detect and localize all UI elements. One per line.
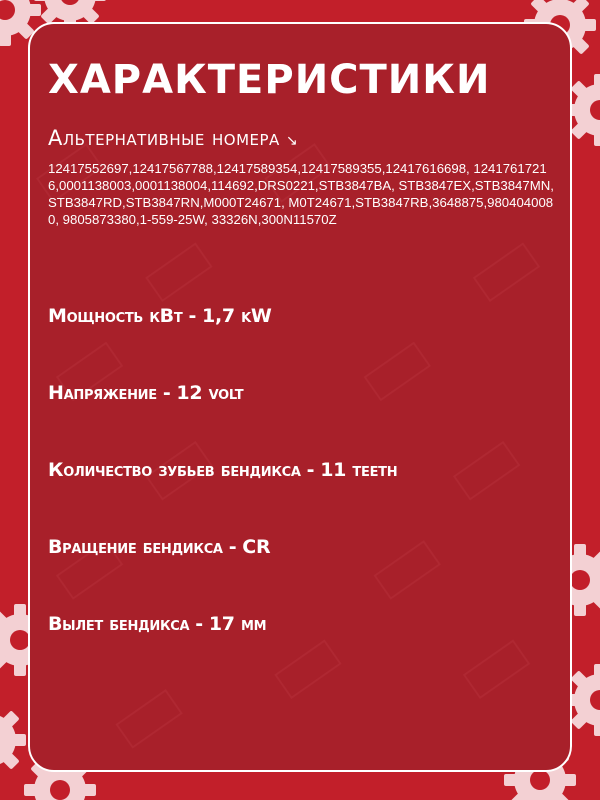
spec-separator: -	[188, 305, 197, 327]
spec-separator: -	[195, 613, 203, 635]
spec-separator: -	[306, 459, 315, 481]
arrow-down-right-icon: ↘	[285, 133, 299, 149]
spec-label: Вращение бендикса	[48, 536, 223, 558]
spec-row-power	[48, 302, 552, 330]
spec-value: 12 volt	[176, 382, 244, 404]
spec-list	[48, 302, 552, 638]
spec-label: Вылет бендикса	[48, 613, 190, 635]
spec-row-rotation	[48, 533, 552, 561]
spec-value: 11 teeth	[320, 459, 398, 481]
spec-label: Напряжение	[48, 382, 157, 404]
characteristics-panel	[28, 22, 572, 772]
spec-value: CR	[242, 536, 271, 558]
page-title: ХАРАКТЕРИСТИКИ	[48, 57, 491, 103]
panel-content	[30, 24, 570, 638]
spec-row-voltage	[48, 379, 552, 407]
spec-separator: -	[162, 382, 171, 404]
alternative-numbers-label: Альтернативные номера	[48, 126, 280, 150]
spec-value: 17 мм	[208, 613, 267, 635]
alternative-numbers-list: 12417552697,12417567788,12417589354,12417589355,12417616698, 12417617216,0001138003,0001138004,114692,DRS0221,STB3847BA, STB3847EX,STB3847MN,STB3847RD,STB3847RN,M000T24671, M0T24671,STB3847RB,3648875,9804040080, 9805873380,1-559-25W, 33326N,300N11570Z	[48, 161, 554, 227]
spec-label: Мощность кВт	[48, 305, 183, 327]
spec-row-teeth	[48, 456, 552, 484]
spec-row-offset	[48, 610, 552, 638]
spec-separator: -	[228, 536, 237, 558]
spec-label: Количество зубьев бендикса	[48, 459, 301, 481]
alternative-numbers-heading	[48, 124, 552, 152]
spec-value: 1,7 kW	[202, 305, 272, 327]
